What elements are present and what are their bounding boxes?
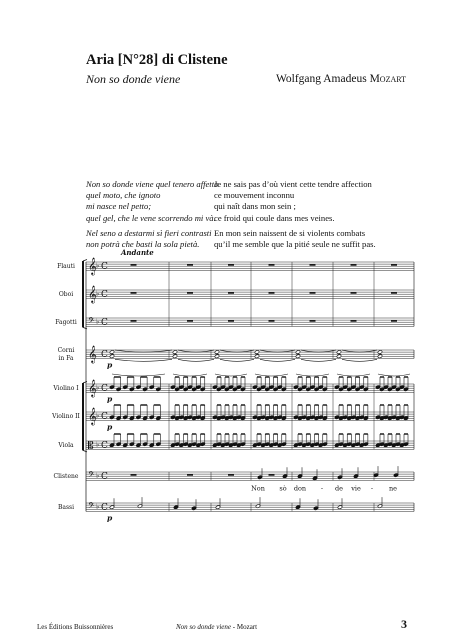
footer-separator: - — [231, 623, 237, 631]
whole-rest-icon — [310, 264, 316, 266]
whole-rest-icon — [269, 320, 275, 322]
tempo-marking: Andante — [121, 248, 154, 257]
tie-slur — [115, 350, 172, 352]
poem-french — [214, 179, 424, 250]
whole-rest-icon — [391, 292, 397, 294]
time-signature: C — [101, 412, 108, 423]
dynamic-marking: p — [107, 422, 113, 432]
flat-key-signature-icon: ♭ — [96, 317, 100, 326]
lyric-syllable: sò — [279, 484, 287, 493]
poem-line: Nel seno a destarmi sì fieri contrasti — [86, 227, 212, 238]
whole-rest-icon — [391, 264, 397, 266]
poem-line: En mon sein naissent de si violents combats — [214, 227, 366, 238]
whole-rest-icon — [228, 320, 234, 322]
instrument-label: Viola — [58, 442, 74, 450]
instrument-label: Violino II — [52, 413, 80, 421]
whole-rest-icon — [131, 264, 137, 266]
whole-rest-icon — [187, 474, 193, 476]
footer-publisher: Les Éditions Buissonnières — [37, 623, 114, 631]
lyric-syllable: vie — [351, 484, 361, 493]
composer-name — [276, 73, 406, 85]
dynamic-marking: p — [107, 513, 113, 523]
whole-rest-icon — [228, 264, 234, 266]
system-bracket — [83, 382, 87, 384]
tie-slur — [220, 350, 254, 352]
lyric-syllable: Non — [251, 484, 265, 493]
whole-note — [254, 350, 259, 354]
time-signature: C — [101, 384, 108, 395]
tie-slur — [342, 359, 377, 361]
tie-slur — [178, 350, 214, 352]
flat-key-signature-icon: ♭ — [96, 502, 100, 511]
time-signature: C — [101, 290, 108, 301]
poem-line: qui naît dans mon sein ; — [214, 201, 296, 212]
poem-line: Je ne sais pas d’où vient cette tendre affection — [214, 179, 372, 189]
flat-key-signature-icon: ♭ — [96, 289, 100, 298]
whole-note — [295, 354, 300, 358]
flat-key-signature-icon: ♭ — [96, 261, 100, 270]
footer-work-composer: Mozart — [236, 623, 258, 631]
tie-slur — [301, 350, 336, 352]
time-signature: C — [101, 441, 108, 452]
poem-line: qu’il me semble que la pitié seule ne suffit pas. — [214, 239, 376, 250]
tie-slur — [301, 359, 336, 361]
tie-slur — [255, 374, 288, 376]
lyric-syllable: - — [320, 484, 324, 493]
tie-slur — [260, 359, 295, 361]
treble-clef-icon: 𝄞 — [88, 407, 97, 426]
tie-slur — [378, 374, 410, 376]
system-bracket — [83, 450, 87, 452]
whole-note — [295, 350, 300, 354]
instrument-label: Oboi — [58, 291, 74, 299]
treble-clef-icon: 𝄞 — [88, 345, 97, 364]
poem-line: ce froid qui coule dans mes veines. — [214, 212, 335, 223]
whole-rest-icon — [310, 320, 316, 322]
bass-clef-icon: 𝄢 — [88, 317, 95, 329]
whole-note — [254, 354, 259, 358]
poem-line: quel gel, che le vene scorrendo mi và. — [86, 212, 216, 223]
whole-rest-icon — [310, 292, 316, 294]
tie-slur — [112, 374, 165, 376]
time-signature: C — [101, 350, 108, 361]
whole-note — [377, 350, 382, 354]
whole-rest-icon — [269, 264, 275, 266]
whole-note — [214, 354, 219, 358]
dynamic-marking: p — [107, 394, 113, 404]
poem-line: quel moto, che ignoto — [86, 190, 161, 201]
time-signature: C — [101, 318, 108, 329]
instrument-label: Bassi — [57, 504, 75, 512]
page-number: 3 — [401, 617, 407, 631]
flat-key-signature-icon: ♭ — [96, 440, 100, 449]
whole-note — [214, 350, 219, 354]
whole-rest-icon — [131, 292, 137, 294]
whole-note — [336, 350, 341, 354]
whole-rest-icon — [228, 474, 234, 476]
bass-clef-icon: 𝄢 — [88, 502, 95, 514]
whole-rest-icon — [351, 292, 357, 294]
tie-slur — [342, 350, 377, 352]
music-score — [0, 248, 450, 620]
time-signature: C — [101, 262, 108, 273]
tie-slur — [337, 374, 370, 376]
aria-title: Aria [N°28] di Clistene — [86, 52, 228, 68]
whole-note — [172, 350, 177, 354]
poem-italian — [86, 179, 219, 250]
treble-clef-icon: 𝄞 — [88, 257, 97, 276]
composer-first-names: Wolfgang Amadeus — [275, 73, 367, 85]
time-signature: C — [101, 472, 108, 483]
whole-rest-icon — [228, 292, 234, 294]
whole-rest-icon — [187, 264, 193, 266]
composer-surname: Mozart — [369, 73, 406, 85]
tie-slur — [260, 350, 295, 352]
lyric-syllable: - — [370, 484, 374, 493]
tie-slur — [173, 374, 207, 376]
poem-line: mi nasce nel petto; — [86, 201, 152, 212]
whole-rest-icon — [131, 474, 137, 476]
tie-slur — [220, 359, 254, 361]
flat-key-signature-icon: ♭ — [96, 383, 100, 392]
tie-slur — [178, 359, 214, 361]
whole-rest-icon — [351, 264, 357, 266]
lyric-syllable: ne — [388, 484, 398, 493]
instrument-label: Corni — [57, 347, 75, 355]
treble-clef-icon: 𝄞 — [88, 285, 97, 304]
flat-key-signature-icon: ♭ — [96, 411, 100, 420]
tie-slur — [115, 359, 172, 361]
treble-clef-icon: 𝄞 — [88, 379, 97, 398]
whole-rest-icon — [187, 320, 193, 322]
whole-note — [336, 354, 341, 358]
poem-line: Non so donde viene quel tenero affetto — [86, 179, 219, 189]
instrument-label: Fagotti — [55, 319, 77, 327]
lyric-syllable: don — [293, 484, 307, 493]
system-bracket — [83, 327, 87, 329]
dynamic-marking: p — [107, 360, 113, 370]
flat-key-signature-icon: ♭ — [96, 471, 100, 480]
aria-subtitle: Non so donde viene — [86, 72, 181, 86]
footer-work — [176, 623, 257, 631]
instrument-label: Flauti — [57, 263, 75, 271]
time-signature: C — [101, 503, 108, 514]
bass-clef-icon: 𝄢 — [88, 471, 95, 483]
lyric-syllable: de — [334, 484, 344, 493]
whole-rest-icon — [187, 292, 193, 294]
poem-line: non potrà che basti la sola pietà. — [86, 239, 200, 250]
whole-rest-icon — [131, 320, 137, 322]
tie-slur — [296, 374, 329, 376]
whole-rest-icon — [269, 474, 275, 476]
poem-line: ce mouvement inconnu — [214, 190, 295, 201]
instrument-label: in Fa — [58, 355, 74, 363]
tie-slur — [215, 374, 247, 376]
instrument-label: Clistene — [53, 473, 79, 481]
whole-rest-icon — [269, 292, 275, 294]
system-bracket — [83, 260, 87, 262]
whole-note — [109, 354, 114, 358]
whole-note — [172, 354, 177, 358]
whole-rest-icon — [351, 320, 357, 322]
whole-note — [377, 354, 382, 358]
whole-rest-icon — [391, 320, 397, 322]
instrument-label: Violino I — [53, 385, 79, 393]
footer-work-title: Non so donde viene — [176, 623, 232, 631]
alto-clef-icon: 𝄡 — [88, 441, 94, 453]
whole-note — [109, 350, 114, 354]
